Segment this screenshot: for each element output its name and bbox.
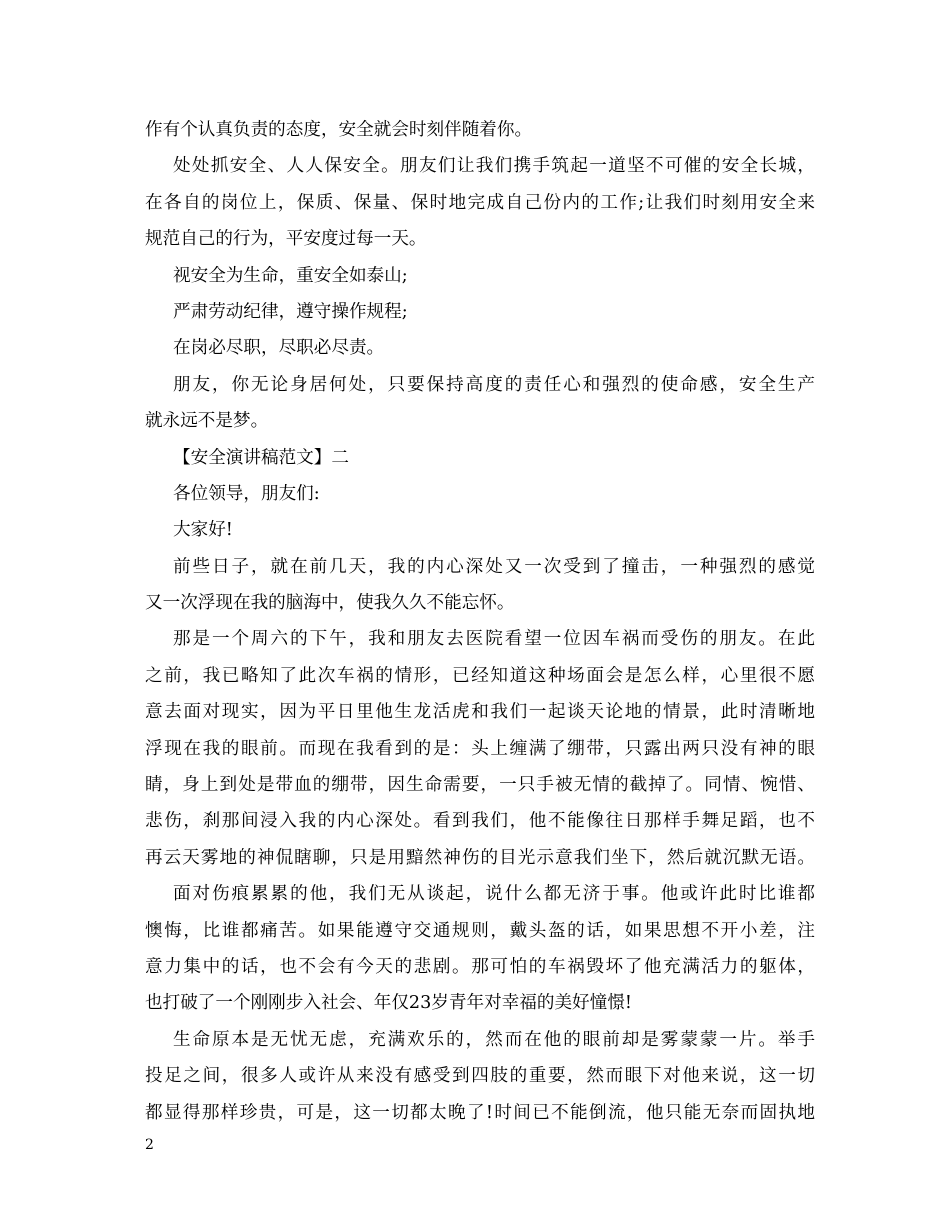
text-line: 在各自的岗位上，保质、保量、保时地完成自己份内的工作;让我们时刻用安全来 — [145, 192, 815, 213]
text-line: 再云天雾地的神侃瞎聊，只是用黯然神伤的目光示意我们坐下，然后就沉默无语。 — [145, 847, 815, 868]
text-line: 睛，身上到处是带血的绷带，因生命需要，一只手被无情的截掉了。同情、惋惜、 — [145, 775, 815, 796]
text-line: 处处抓安全、人人保安全。朋友们让我们携手筑起一道坚不可催的安全长城， — [173, 156, 815, 177]
text-line: 意力集中的话，也不会有今天的悲剧。那可怕的车祸毁坏了他充满活力的躯体， — [145, 956, 815, 977]
text-line: 在岗必尽职，尽职必尽责。 — [173, 338, 385, 359]
text-line: 意去面对现实，因为平日里他生龙活虎和我们一起谈天论地的情景，此时清晰地 — [145, 702, 815, 723]
document-body — [145, 112, 815, 1131]
text-line: 就永远不是梦。 — [145, 411, 269, 432]
text-line: 又一次浮现在我的脑海中，使我久久不能忘怀。 — [145, 593, 515, 614]
text-line: 面对伤痕累累的他，我们无从谈起，说什么都无济于事。他或许此时比谁都 — [173, 884, 815, 905]
text-line: 【安全演讲稿范文】二 — [173, 447, 349, 468]
text-line: 之前，我已略知了此次车祸的情形，已经知道这种场面会是怎么样，心里很不愿 — [145, 665, 815, 686]
text-line: 朋友，你无论身居何处，只要保持高度的责任心和强烈的使命感，安全生产 — [173, 374, 815, 395]
text-line: 各位领导，朋友们: — [173, 483, 320, 504]
text-line: 都显得那样珍贵，可是，这一切都太晚了!时间已不能倒流，他只能无奈而固执地 — [145, 1102, 815, 1123]
text-line: 严肃劳动纪律，遵守操作规程; — [173, 301, 408, 322]
text-line: 投足之间，很多人或许从来没有感受到四肢的重要，然而眼下对他来说，这一切 — [145, 1066, 815, 1087]
text-line: 作有个认真负责的态度，安全就会时刻伴随着你。 — [145, 120, 533, 140]
text-line: 视安全为生命，重安全如泰山; — [173, 265, 408, 286]
text-line: 那是一个周六的下午，我和朋友去医院看望一位因车祸而受伤的朋友。在此 — [173, 629, 815, 650]
text-line: 悲伤，刹那间浸入我的内心深处。看到我们，他不能像往日那样手舞足蹈，也不 — [145, 811, 815, 832]
text-line: 浮现在我的眼前。而现在我看到的是：头上缠满了绷带，只露出两只没有神的眼 — [145, 738, 815, 759]
text-line: 前些日子，就在前几天，我的内心深处又一次受到了撞击，一种强烈的感觉 — [173, 556, 815, 577]
text-line: 大家好! — [173, 520, 233, 541]
text-line: 生命原本是无忧无虑，充满欢乐的，然而在他的眼前却是雾蒙蒙一片。举手 — [173, 1029, 815, 1050]
text-line: 懊悔，比谁都痛苦。如果能遵守交通规则，戴头盔的话，如果思想不开小差，注 — [145, 920, 815, 941]
text-line: 也打破了一个刚刚步入社会、年仅23岁青年对幸福的美好憧憬! — [145, 993, 632, 1014]
page-number: 2 — [145, 1137, 154, 1153]
text-line: 规范自己的行为，平安度过每一天。 — [145, 229, 427, 250]
